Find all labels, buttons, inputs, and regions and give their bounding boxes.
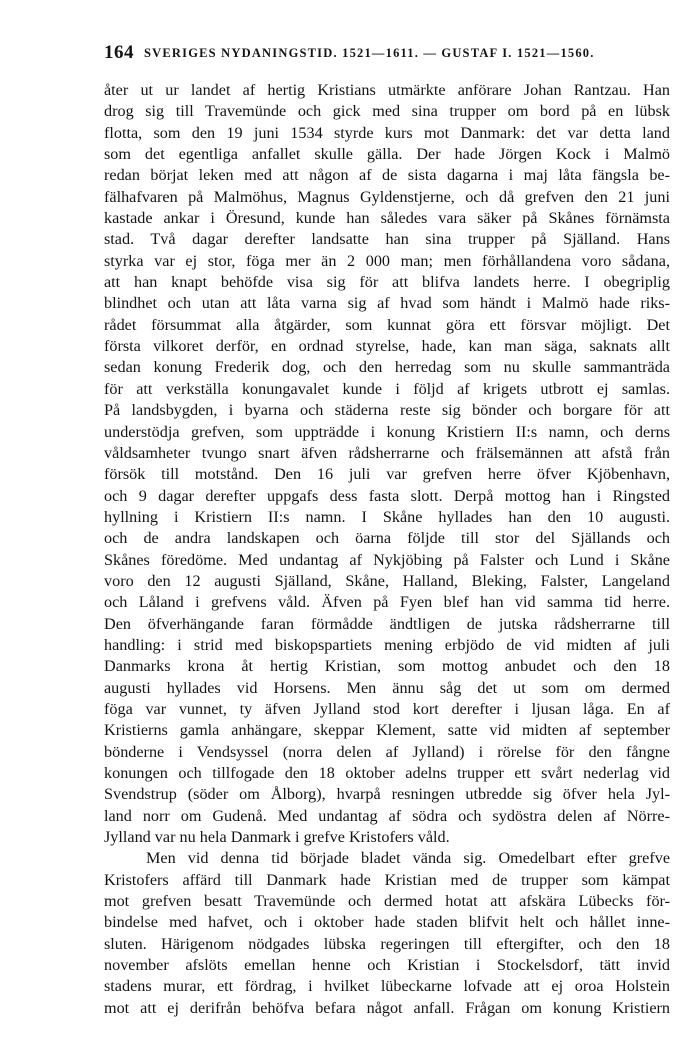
text-line: understödja grefven, som uppträdde i konung Kristiern II:s namn, och derns (104, 422, 670, 441)
text-line: styrka var ej stor, föga mer än 2 000 man; men förhållandena voro sådana, (104, 251, 670, 270)
text-line: mot grefven besatt Travemünde och dermed hotat att afskära Lübecks för- (104, 892, 670, 911)
text-line: våldsamheter tvungo snart äfven rådsherrarne och frälsemännen att afstå från (104, 443, 670, 462)
text-line: fälhafvaren på Malmöhus, Magnus Gyldenstjerne, och då grefven den 21 juni (104, 187, 670, 206)
text-line: Kristofers affärd till Danmark hade Kristian med de trupper som kämpat (104, 870, 670, 889)
text-line: november afslöts emellan henne och Kristian i Stockelsdorf, tätt invid (104, 956, 670, 975)
text-line: flotta, som den 19 juni 1534 styrde kurs mot Danmark: det var detta land (104, 123, 670, 142)
text-line: voro den 12 augusti Själland, Skåne, Halland, Bleking, Falster, Langeland (104, 571, 670, 590)
text-line: första vilkoret derför, en ordnad styrelse, hade, kan man säga, saknats allt (104, 337, 670, 356)
page-header (104, 42, 670, 68)
text-line: handling: i strid med biskopspartiets mening erbjödo de vid midten af juli (104, 635, 670, 654)
running-head: SVERIGES NYDANINGSTID. 1521—1611. — GUSTAF I. 1521—1560. (144, 46, 595, 60)
page-number: 164 (104, 42, 134, 63)
text-line: Svendstrup (söder om Ålborg), hvarpå resningen utbredde sig öfver hela Jyl- (104, 785, 670, 804)
text-line: mot att ej derifrån behöfva befara något anfall. Frågan om konung Kristiern (104, 998, 670, 1017)
text-line: och de andra landskapen och öarna följde till stor del Själlands och (104, 529, 670, 548)
text-line: stad. Två dagar derefter landsatte han sina trupper på Själland. Hans (104, 230, 670, 249)
text-line: blindhet och utan att låta varna sig af hvad som händt i Malmö hade riks- (104, 294, 670, 313)
text-line: sluten. Härigenom nödgades lübska regeringen till eftergifter, och den 18 (104, 934, 670, 953)
text-line: redan börjat leken med att någon af de sista dagarna i maj låta fängsla be- (104, 166, 670, 185)
text-line: sedan konung Frederik dog, och den herredag som nu skulle sammanträda (104, 358, 670, 377)
text-line: försök till motstånd. Den 16 juli var grefven herre öfver Kjöbenhavn, (104, 465, 670, 484)
text-line: Den öfverhängande faran förmådde ändtligen de jutska rådsherrarne till (104, 614, 670, 633)
text-line: konungen och tillfogade den 18 oktober adelns trupper ett svårt nederlag vid (104, 764, 670, 782)
text-line: Jylland var nu hela Danmark i grefve Kristofers våld. (104, 828, 450, 847)
text-line: föga var vunnet, ty äfven Jylland stod kort derefter i ljusan låga. En af (104, 699, 670, 718)
text-line: och 9 dagar derefter uppgafs dess fasta slott. Derpå mottog han i Ringsted (104, 486, 670, 505)
text-line: rådet försummat alla åtgärder, som kunnat göra ett försvar möjligt. Det (104, 315, 670, 334)
text-line: kastade ankar i Öresund, kunde han således vara säker på Skånes förnämsta (104, 209, 670, 228)
body-text (104, 80, 670, 1019)
text-line: På landsbygden, i byarna och städerna reste sig bönder och borgare för att (104, 401, 670, 420)
text-line: stadens murar, ett fördrag, i hvilket lübeckarne lofvade att ej oroa Holstein (104, 977, 670, 996)
text-line: Skånes föredöme. Med undantag af Nykjöbing på Falster och Lund i Skåne (104, 550, 670, 569)
text-line: som det egentliga anfallet skulle gälla. Der hade Jörgen Kock i Malmö (104, 145, 670, 164)
text-line: augusti hyllades vid Horsens. Men ännu såg det ut som om dermed (104, 678, 670, 697)
text-line: Men vid denna tid började bladet vända sig. Omedelbart efter grefve (146, 849, 670, 868)
text-line: Danmarks krona åt hertig Kristian, som mottog anbudet och den 18 (104, 657, 670, 676)
text-line: Kristierns gamla anhängare, skeppar Klement, satte vid midten af september (104, 721, 670, 740)
text-line: hyllning i Kristiern II:s namn. I Skåne hyllades han den 10 augusti. (104, 507, 670, 526)
text-line: bönderne i Vendsyssel (norra delen af Jylland) i rörelse för den fångne (104, 742, 670, 761)
text-line: att han knapt behöfde visa sig för att blifva landets herre. I obegriplig (104, 273, 670, 292)
text-line: drog sig till Travemünde och gick med sina trupper om bord på en lübsk (104, 102, 670, 121)
text-line: land norr om Gudenå. Med undantag af södra och sydöstra delen af Nörre- (104, 806, 670, 825)
text-line: för att verkställa konungavalet kunde i följd af krigets utbrott ej samlas. (104, 379, 670, 398)
text-line: åter ut ur landet af hertig Kristians utmärkte anförare Johan Rantzau. Han (104, 81, 670, 99)
text-line: bindelse med hafvet, och i oktober hade staden blifvit helt och hållet inne- (104, 913, 670, 932)
text-line: och Låland i grefvens våld. Äfven på Fyen blef han vid samma tid herre. (104, 593, 670, 612)
